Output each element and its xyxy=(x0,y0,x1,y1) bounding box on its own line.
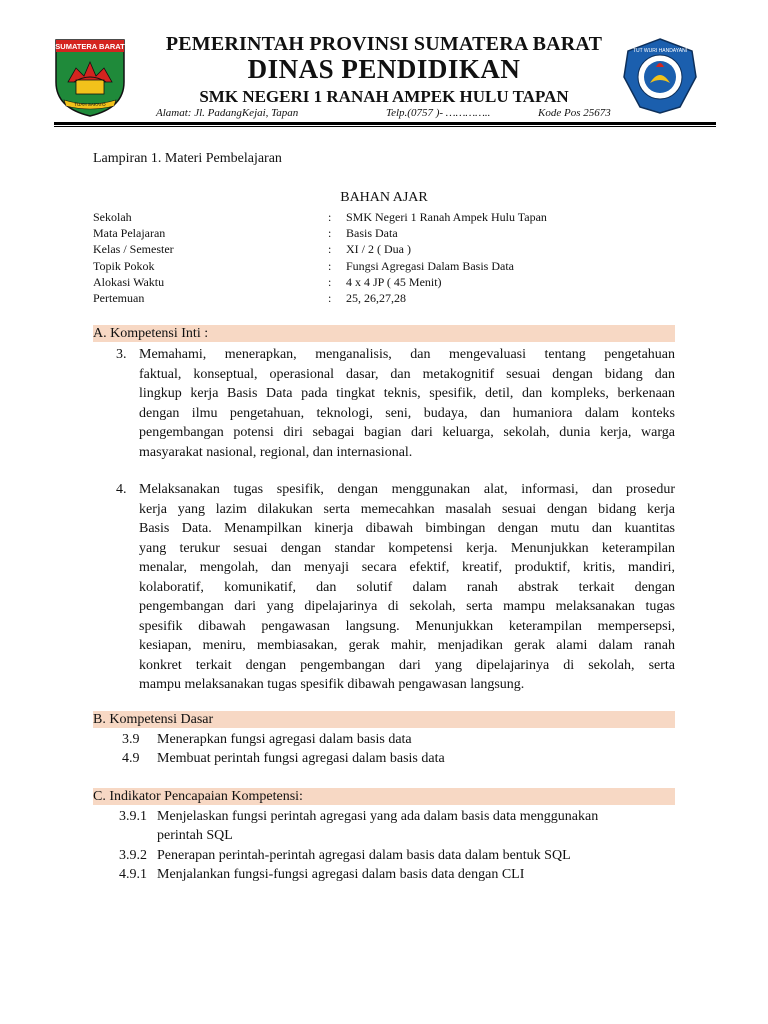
section-b-title: B. Kompetensi Dasar xyxy=(93,712,214,727)
section-c-title: C. Indikator Pencapaian Kompetensi: xyxy=(93,789,303,804)
identity-row xyxy=(93,209,676,225)
paragraph-line: kerja yang lazim dilakukan serta memecahkan masalah sesuai dengan bidang kerja xyxy=(139,501,675,517)
identity-row xyxy=(93,290,676,306)
identity-row xyxy=(93,241,676,257)
indicator-text: Menjelaskan fungsi perintah agregasi yang ada dalam basis data menggunakan xyxy=(157,809,599,824)
paragraph-line: pengembangan dari yang dipelajarinya di sekolah, serta mampu melaksanakan tugas xyxy=(139,599,675,614)
svg-text:TUT WURI HANDAYANI: TUT WURI HANDAYANI xyxy=(632,48,688,54)
svg-text:TUAH SAKATO: TUAH SAKATO xyxy=(74,102,106,107)
identity-row xyxy=(93,225,676,241)
identity-colon: : xyxy=(328,210,332,224)
item-number: 3. xyxy=(116,347,127,362)
identity-label: Sekolah xyxy=(93,210,132,224)
phone: Telp.(0757 )- ………….. xyxy=(386,107,491,119)
basic-competence-text: Membuat perintah fungsi agregasi dalam basis data xyxy=(157,751,445,766)
identity-value: Fungsi Agregasi Dalam Basis Data xyxy=(346,258,514,273)
paragraph-line: pengembangan potensi diri sebagai bagian dari keluarga, sekolah, dunia kerja, warga xyxy=(139,425,675,440)
paragraph-line: kolaboratif, komunikatif, dan solutif dalam ranah abstrak terkait dengan xyxy=(139,579,675,595)
paragraph-line: yang terukur sesuai dengan standar kompetensi kerja. Menunjukkan keterampilan xyxy=(139,540,675,556)
department-title: DINAS PENDIDIKAN xyxy=(247,54,521,84)
paragraph-line: kesiapan, meniru, membiasakan, gerak mahir, menjadikan gerak alami dalam ranah xyxy=(139,638,675,653)
identity-value: 25, 26,27,28 xyxy=(346,291,406,306)
identity-row xyxy=(93,258,676,274)
core-competence-3 xyxy=(139,345,675,462)
header-rule-thick xyxy=(54,122,716,125)
government-title: PEMERINTAH PROVINSI SUMATERA BARAT xyxy=(165,33,603,55)
indicator-text: Penerapan perintah-perintah agregasi dalam basis data dalam bentuk SQL xyxy=(157,848,571,863)
paragraph-line: Basis Data. Menampilkan kinerja dibawah bimbingan dengan mutu dan kuantitas xyxy=(139,521,675,536)
identity-value: Basis Data xyxy=(346,226,398,241)
identity-colon: : xyxy=(328,258,332,273)
identity-row xyxy=(93,274,676,290)
paragraph-line: lingkup kerja Basis Data pada tingkat teknis, spesifik, detil, dan kompleks, berkenaan xyxy=(139,386,675,401)
identity-label: Pertemuan xyxy=(93,291,145,306)
letterhead xyxy=(0,0,768,128)
identity-colon: : xyxy=(328,242,332,257)
identity-colon: : xyxy=(328,274,332,289)
identity-table xyxy=(93,209,676,306)
indicator-number: 3.9.1 xyxy=(119,809,147,824)
identity-label: Alokasi Waktu xyxy=(93,274,165,289)
paragraph-line: konkret terkait dengan pengembangan dari yang dipelajarinya di sekolah, serta xyxy=(139,657,675,673)
identity-value: 4 x 4 JP ( 45 Menit) xyxy=(346,274,442,289)
identity-label: Topik Pokok xyxy=(93,258,155,273)
paragraph-line: Melaksanakan tugas spesifik, dengan menggunakan alat, informasi, dan prosedur xyxy=(139,482,675,497)
indicator-text: Menjalankan fungsi-fungsi agregasi dalam basis data dengan CLI xyxy=(157,867,525,882)
svg-text:SUMATERA BARAT: SUMATERA BARAT xyxy=(55,42,125,51)
postal-code: Kode Pos 25673 xyxy=(538,107,611,119)
basic-competence-number: 4.9 xyxy=(122,751,140,766)
document-title: BAHAN AJAR xyxy=(340,190,428,205)
identity-label: Kelas / Semester xyxy=(93,242,174,257)
paragraph-line: dengan ilmu pengetahuan, teknologi, seni, budaya, dan humaniora dalam konteks xyxy=(139,405,675,421)
school-title: SMK NEGERI 1 RANAH AMPEK HULU TAPAN xyxy=(199,87,569,106)
basic-competence-text: Menerapkan fungsi agregasi dalam basis data xyxy=(157,732,412,747)
paragraph-line: masyarakat nasional, regional, dan internasional. xyxy=(139,444,413,460)
paragraph-line: menalar, mengolah, dan menyaji secara efektif, kreatif, produktif, kritis, mandiri, xyxy=(139,560,675,575)
core-competence-4 xyxy=(139,480,675,695)
address: Alamat: Jl. PadangKejai, Tapan xyxy=(156,107,299,119)
header-rule-thin xyxy=(54,126,716,127)
item-number: 4. xyxy=(116,482,127,497)
identity-value: SMK Negeri 1 Ranah Ampek Hulu Tapan xyxy=(346,210,547,224)
paragraph-line: mampu melaksanakan tugas spesifik dibawah pengawasan langsung. xyxy=(139,677,525,692)
identity-label: Mata Pelajaran xyxy=(93,226,166,241)
identity-value: XI / 2 ( Dua ) xyxy=(346,242,411,257)
basic-competence-number: 3.9 xyxy=(122,732,140,747)
tut-wuri-handayani-emblem-icon xyxy=(622,37,698,115)
paragraph-line: faktual, konseptual, operasional dasar, dan metakognitif sesuai dengan bidang dan xyxy=(139,366,675,382)
identity-colon: : xyxy=(328,291,332,306)
paragraph-line: Memahami, menerapkan, menganalisis, dan mengevaluasi tentang pengetahuan xyxy=(139,347,675,362)
paragraph-line: spesifik dibawah pengawasan langsung. Menunjukkan keterampilan mempersepsi, xyxy=(139,618,675,634)
identity-colon: : xyxy=(328,226,332,241)
attachment-title: Lampiran 1. Materi Pembelajaran xyxy=(93,151,282,166)
indicator-number: 3.9.2 xyxy=(119,848,147,863)
indicator-text-continued: perintah SQL xyxy=(157,828,233,843)
indicator-number: 4.9.1 xyxy=(119,867,147,882)
section-a-title: A. Kompetensi Inti : xyxy=(93,326,209,341)
